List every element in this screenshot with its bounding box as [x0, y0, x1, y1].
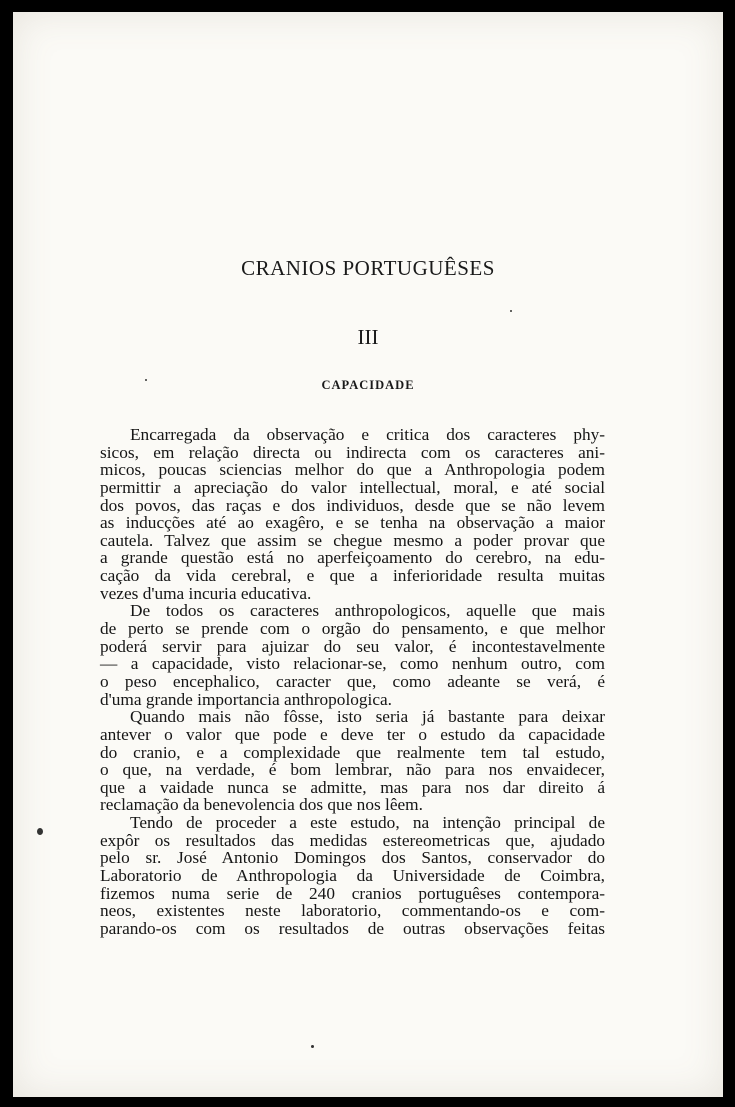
text-line: micos, poucas sciencias melhor do que a Anthropologia podem [100, 460, 605, 480]
text-line: d'uma grande importancia anthropologica. [100, 689, 392, 709]
text-line: fizemos numa serie de 240 cranios portuguêses contempora- [100, 883, 605, 903]
text-line: parando-os com os resultados de outras observações feitas [100, 918, 605, 938]
text-line: vezes d'uma incuria educativa. [100, 583, 312, 603]
text-line: reclamação da benevolencia dos que nos lêem. [100, 795, 423, 815]
text-line: sicos, em relação directa ou indirecta com os caracteres ani- [100, 442, 605, 462]
text-line: a grande questão está no aperfeiçoamento do cerebro, na edu- [100, 548, 605, 568]
text-line: dos povos, das raças e dos individuos, desde que se não levem [100, 495, 605, 515]
text-line: Laboratorio de Anthropologia da Universidade de Coimbra, [100, 866, 605, 886]
text-line: — a capacidade, visto relacionar-se, como nenhum outro, com [100, 654, 605, 674]
text-line: Quando mais não fôsse, isto seria já bastante para deixar [130, 707, 605, 727]
text-line: permittir a apreciação do valor intellectual, moral, e até social [100, 477, 605, 497]
ink-speck [37, 828, 43, 835]
ink-speck [311, 1045, 314, 1048]
chapter-title: CRANIOS PORTUGUÊSES [241, 256, 495, 280]
section-title: CAPACIDADE [321, 378, 415, 392]
text-line: antever o valor que pode e deve ter o estudo da capacidade [100, 724, 605, 744]
text-line: o que, na verdade, é bom lembrar, não para nos envaidecer, [100, 760, 605, 780]
ink-speck [510, 310, 512, 312]
ink-speck [145, 379, 147, 381]
body-text [100, 426, 605, 938]
text-line: o peso encephalico, caracter que, como adeante se verá, é [100, 671, 605, 691]
text-line: poderá servir para ajuizar do seu valor, é incontestavelmente [100, 636, 605, 656]
text-line: as inducções até ao exagêro, e se tenha na observação a maior [100, 513, 605, 533]
text-line: Tendo de proceder a este estudo, na intenção principal de [130, 813, 605, 833]
text-line: do cranio, e a complexidade que realmente tem tal estudo, [100, 742, 605, 762]
text-line: cação da vida cerebral, e que a inferioridade resulta muitas [100, 566, 605, 586]
text-line: expôr os resultados das medidas estereometricas que, ajudado [100, 830, 605, 850]
text-line: De todos os caracteres anthropologicos, aquelle que mais [130, 601, 605, 621]
text-line: de perto se prende com o orgão do pensamento, e que melhor [100, 619, 605, 639]
text-line: pelo sr. José Antonio Domingos dos Santos, conservador do [100, 848, 605, 868]
text-line: cautela. Talvez que assim se chegue mesmo a poder provar que [100, 530, 605, 550]
document-page [13, 12, 723, 1097]
part-number: III [357, 325, 379, 349]
text-line: neos, existentes neste laboratorio, commentando-os e com- [100, 901, 605, 921]
text-line: Encarregada da observação e critica dos caracteres phy- [130, 425, 605, 444]
text-line: que a vaidade nunca se admitte, mas para nos dar direito á [100, 777, 605, 797]
